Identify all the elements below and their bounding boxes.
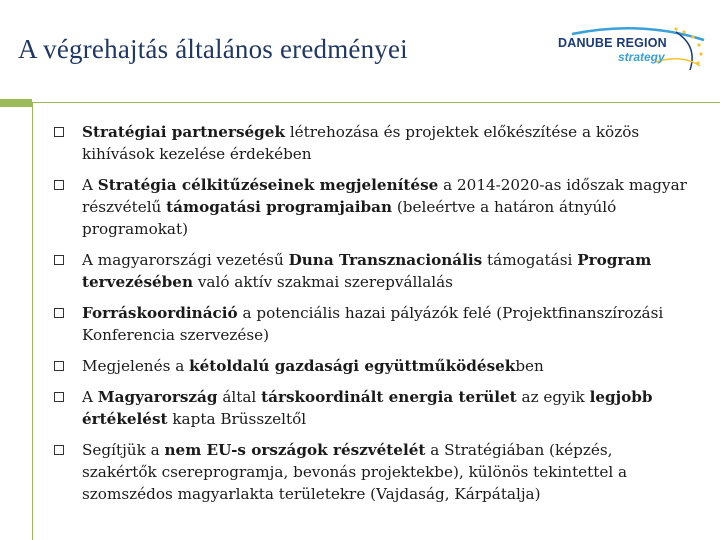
bullet-item: [52, 121, 692, 165]
vertical-divider: [32, 103, 33, 540]
bullet-text: a 2014-2020-as időszak magyar részvételű: [82, 176, 687, 216]
square-bullet-icon: [54, 392, 64, 402]
bullet-item: [52, 439, 692, 505]
bullet-text: (beleértve a határon átnyúló programokat): [82, 198, 617, 238]
square-bullet-icon: [54, 127, 64, 137]
bullet-text: A: [82, 176, 98, 194]
bullet-text: támogatási: [482, 251, 578, 269]
bullet-text-bold: legjobb értékelést: [82, 388, 653, 428]
bullet-text-bold: társkoordinált energia terület: [261, 388, 517, 406]
page-title: A végrehajtás általános eredményei: [18, 34, 408, 64]
bullet-text: ben: [515, 357, 544, 375]
horizontal-divider: [32, 102, 720, 103]
bullet-text-bold: Stratégiai partnerségek: [82, 123, 285, 141]
bullet-text: által: [217, 388, 262, 406]
square-bullet-icon: [54, 308, 64, 318]
bullet-text: létrehozása és projektek előkészítése a közös kihívások kezelése érdekében: [82, 123, 640, 163]
danube-region-logo: [552, 18, 712, 80]
square-bullet-icon: [54, 180, 64, 190]
bullet-item: [52, 302, 692, 346]
bullet-text-bold: Magyarország: [97, 388, 218, 406]
square-bullet-icon: [54, 445, 64, 455]
bullet-text: való aktív szakmai szerepvállalás: [193, 273, 453, 291]
bullet-text-bold: Duna Transznacionális: [288, 251, 483, 269]
accent-bar: [0, 99, 32, 107]
bullet-text: a Stratégiában (képzés, szakértők csereprogramja, bevonás projektekbe), különös tekintettel a szomszédos magyarlakta területekre (Vajdaság, Kárpátalja): [82, 441, 628, 503]
bullet-text: Segítjük a: [82, 441, 165, 459]
bullet-text-bold: kétoldalú gazdasági együttműködések: [189, 357, 516, 375]
logo-line2: strategy: [618, 50, 665, 64]
bullet-text-bold: Stratégia célkitűzéseinek megjelenítése: [97, 176, 439, 194]
bullet-text: A magyarországi vezetésű: [82, 251, 289, 269]
bullet-item: [52, 355, 692, 377]
square-bullet-icon: [54, 255, 64, 265]
square-bullet-icon: [54, 361, 64, 371]
bullet-item: [52, 174, 692, 240]
bullet-text: a potenciális hazai pályázók felé (Projektfinanszírozási Konferencia szervezése): [82, 304, 664, 344]
bullet-list: [52, 121, 692, 514]
bullet-text: A: [82, 388, 98, 406]
bullet-text-bold: támogatási programjaiban: [166, 198, 393, 216]
bullet-item: [52, 386, 692, 430]
logo-line1: DANUBE REGION: [558, 36, 667, 50]
bullet-text-bold: Program tervezésében: [82, 251, 652, 291]
bullet-text-bold: Forráskoordináció: [82, 304, 238, 322]
bullet-text: Megjelenés a: [82, 357, 190, 375]
bullet-text: kapta Brüsszeltől: [167, 410, 307, 428]
bullet-text-bold: nem EU-s országok részvételét: [164, 441, 426, 459]
bullet-item: [52, 249, 692, 293]
bullet-text: az egyik: [516, 388, 590, 406]
